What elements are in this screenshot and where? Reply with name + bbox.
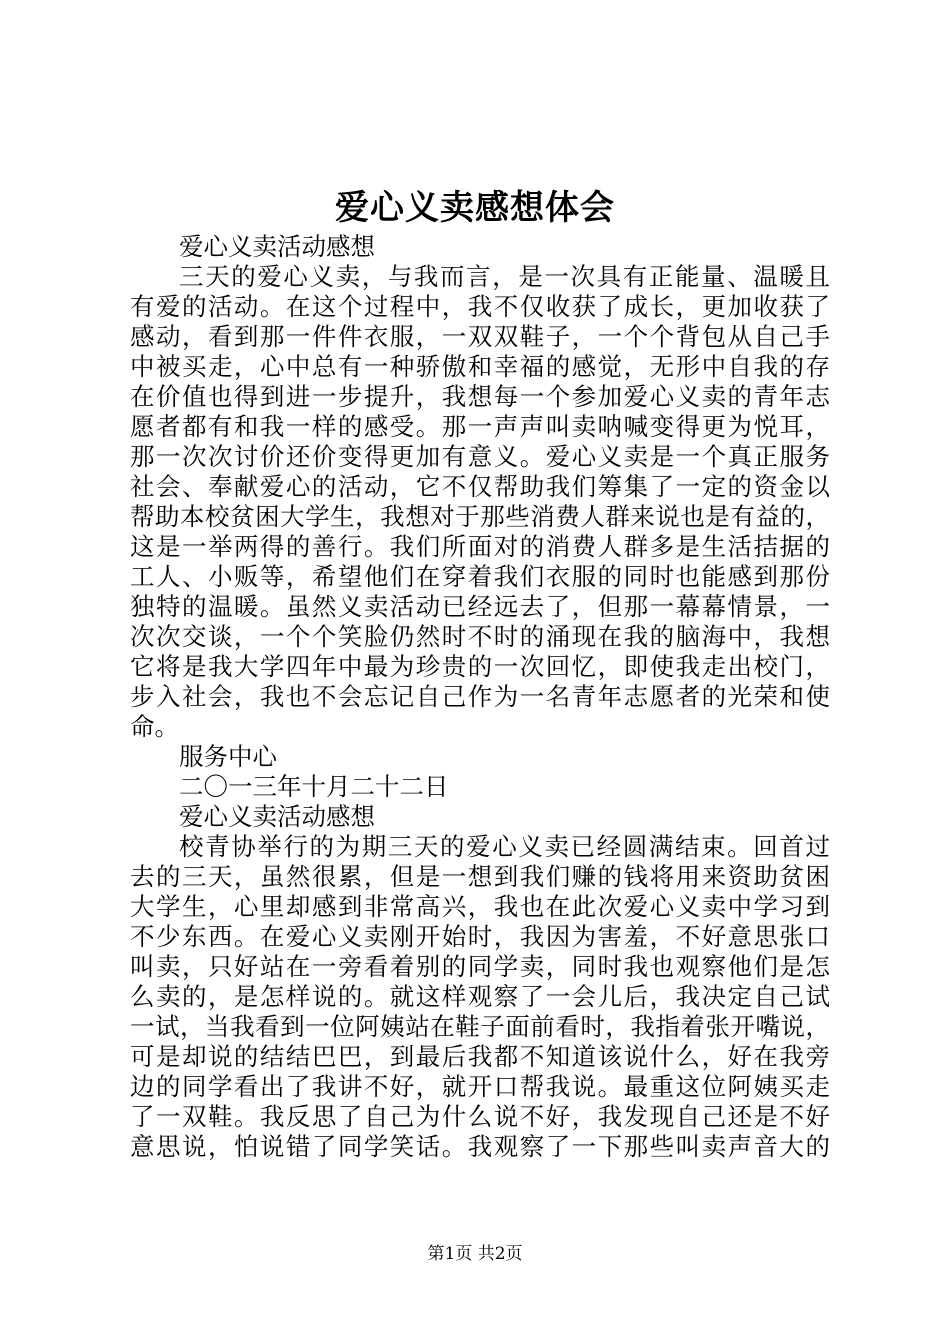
text-line: 不少东西。在爱心义卖刚开始时，我因为害羞，不好意思张口 (130, 922, 830, 951)
text-line: 爱心义卖活动感想 (179, 802, 375, 831)
text-line: 这是一举两得的善行。我们所面对的消费人群多是生活拮据的 (130, 532, 830, 561)
document-title: 爱心义卖感想体会 (335, 188, 615, 228)
text-line: 有爱的活动。在这个过程中，我不仅收获了成长，更加收获了 (130, 292, 830, 321)
text-line: 次次交谈，一个个笑脸仍然时不时的涌现在我的脑海中，我想 (130, 622, 830, 651)
text-line: 工人、小贩等，希望他们在穿着我们衣服的同时也能感到那份 (130, 562, 830, 591)
text-line: 服务中心 (179, 742, 277, 771)
text-line: 一试，当我看到一位阿姨站在鞋子面前看时，我指着张开嘴说， (130, 1012, 830, 1041)
text-line: 意思说，怕说错了同学笑话。我观察了一下那些叫卖声音大的 (130, 1132, 830, 1161)
text-line: 校青协举行的为期三天的爱心义卖已经圆满结束。回首过 (179, 832, 830, 861)
text-line: 边的同学看出了我讲不好，就开口帮我说。最重这位阿姨买走 (130, 1072, 830, 1101)
text-line: 爱心义卖活动感想 (179, 232, 375, 261)
text-line: 命。 (130, 712, 179, 741)
text-line: 么卖的，是怎样说的。就这样观察了一会儿后，我决定自己试 (130, 982, 830, 1011)
text-line: 了一双鞋。我反思了自己为什么说不好，我发现自己还是不好 (130, 1102, 830, 1131)
text-line: 可是却说的结结巴巴，到最后我都不知道该说什么，好在我旁 (130, 1042, 830, 1071)
text-line: 去的三天，虽然很累，但是一想到我们赚的钱将用来资助贫困 (130, 862, 830, 891)
text-line: 三天的爱心义卖，与我而言，是一次具有正能量、温暖且 (179, 262, 830, 291)
text-line: 感动，看到那一件件衣服，一双双鞋子，一个个背包从自己手 (130, 322, 830, 351)
text-line: 它将是我大学四年中最为珍贵的一次回忆，即使我走出校门， (130, 652, 830, 681)
text-line: 独特的温暖。虽然义卖活动已经远去了，但那一幕幕情景，一 (130, 592, 830, 621)
text-line: 帮助本校贫困大学生，我想对于那些消费人群来说也是有益的， (130, 502, 830, 531)
text-line: 叫卖，只好站在一旁看着别的同学卖，同时我也观察他们是怎 (130, 952, 830, 981)
text-line: 社会、奉献爱心的活动，它不仅帮助我们筹集了一定的资金以 (130, 472, 830, 501)
text-line: 二〇一三年十月二十二日 (179, 772, 449, 801)
text-line: 步入社会，我也不会忘记自己作为一名青年志愿者的光荣和使 (130, 682, 830, 711)
text-line: 大学生，心里却感到非常高兴，我也在此次爱心义卖中学习到 (130, 892, 830, 921)
text-line: 那一次次讨价还价变得更加有意义。爱心义卖是一个真正服务 (130, 442, 830, 471)
page-footer: 第1页 共2页 (427, 1244, 523, 1264)
document-body (130, 232, 830, 1162)
text-line: 在价值也得到进一步提升，我想每一个参加爱心义卖的青年志 (130, 382, 830, 411)
text-line: 愿者都有和我一样的感受。那一声声叫卖呐喊变得更为悦耳， (130, 412, 830, 441)
text-line: 中被买走，心中总有一种骄傲和幸福的感觉，无形中自我的存 (130, 352, 830, 381)
